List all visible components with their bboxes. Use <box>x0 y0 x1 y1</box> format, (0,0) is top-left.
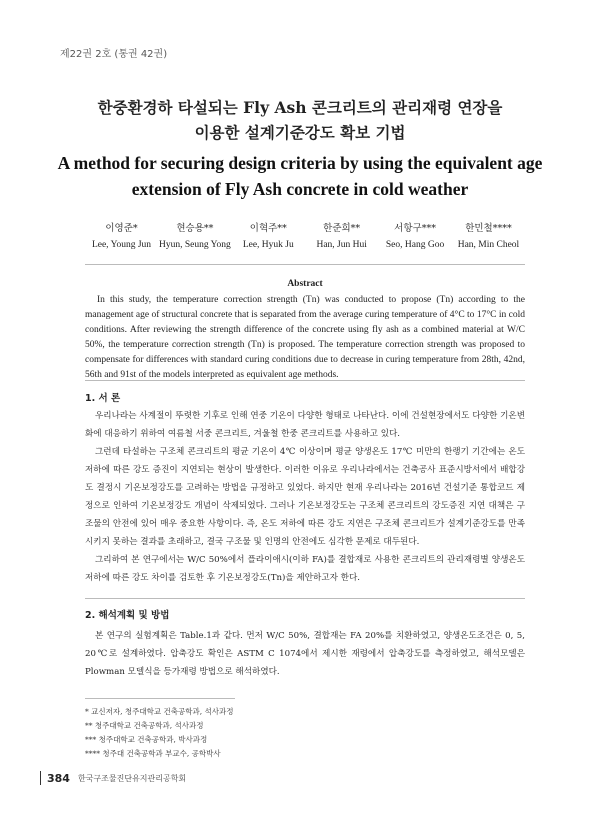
author-divider <box>85 264 525 265</box>
author-kr: 한준희** <box>323 223 361 234</box>
english-title <box>40 150 560 202</box>
section-2-body <box>85 627 525 681</box>
author-en: Seo, Hang Goo <box>385 240 445 250</box>
paragraph: 그런데 타설하는 구조체 콘크리트의 평균 기온이 4℃ 이상이며 평균 양생온도 17℃ 미만의 한랭기 기간에는 온도 저하에 따른 강도 증진이 지연되는 현상이 발생한다. 이러한 이유로 우리나라에서는 건축공사 표준시방서에서 배합강도 결정시 기온보정강도를 고려하는 방법을 규정하고 있었다. 하지만 현재 우리나라는 2016년 건설기준 통합코드 제정으로 인하여 기온보정강도 개념이 삭제되었다. 그러나 기온보정강도는 구조체 콘크리트의 강도증진 지연 대책은 구조물의 안전에 있어 매우 중요한 사항이다. 즉, 온도 저하에 따른 강도 지연은 구조체 콘크리트가 설계기준강도를 만족시키지 못하는 결과를 초래하고, 결국 구조물 및 인명의 안전에도 심각한 문제로 대두된다. <box>85 447 525 547</box>
abstract-heading: Abstract <box>287 279 323 289</box>
footnote: *** 청주대학교 건축공학과, 박사과정 <box>85 735 208 744</box>
issue-header: 제22권 2호 (통권 42권) <box>60 49 168 60</box>
author-en: Lee, Young Jun <box>91 240 152 250</box>
page-footer <box>40 771 186 785</box>
abstract-divider <box>85 380 525 381</box>
footer-bar <box>40 771 41 785</box>
author-en: Han, Min Cheol <box>457 240 520 250</box>
page-number: 384 <box>47 771 70 785</box>
footnotes <box>85 705 233 761</box>
footnote: * 교신저자, 청주대학교 건축공학과, 석사과정 <box>85 707 234 716</box>
section-1-heading: 1. 서 론 <box>85 393 121 404</box>
section-1-body <box>85 407 525 587</box>
section-2-heading: 2. 해석계획 및 방법 <box>85 610 170 621</box>
author-en: Lee, Hyuk Ju <box>242 240 294 250</box>
author-en: Hyun, Seung Yong <box>158 240 231 250</box>
english-title-line2: extension of Fly Ash concrete in cold weather <box>131 179 469 199</box>
korean-title-line2: 이용한 설계기준강도 확보 기법 <box>194 123 406 142</box>
paragraph: 그리하여 본 연구에서는 W/C 50%에서 플라이애시(이하 FA)를 결합재로 사용한 콘크리트의 관리재령별 양생온도 저하에 따른 강도 차이를 검토한 후 기온보정강도(Tn)을 제안하고자 한다. <box>85 555 525 583</box>
author-kr: 한민철**** <box>465 223 512 234</box>
author-kr: 이영준* <box>105 223 138 234</box>
abstract-text: In this study, the temperature correction strength (Tn) was conducted to propose (Tn) according to the management age of structural concrete that is separated from the average curing temperature of 4°C to 17°C in cold conditions. After reviewing the strength difference of the concrete using fly ash as a combined material at W/C 50%, the temperature correction strength (Tn) is proposed. The temperature correction strength was proposed to compensate for differences with standard curing conditions due to decrease in curing temperature from 28th, 42nd, 56th and 91st of the models interpreted as equivalent age methods. <box>85 295 525 380</box>
footnote: ** 청주대학교 건축공학과, 석사과정 <box>85 721 204 730</box>
footnote-divider <box>85 698 235 699</box>
korean-title-line1: 한중환경하 타설되는 Fly Ash 콘크리트의 관리재령 연장을 <box>97 98 503 117</box>
paragraph: 우리나라는 사계절이 뚜렷한 기후로 인해 연중 기온이 다양한 형태로 나타난다. 이에 건설현장에서도 다양한 기온변화에 대응하기 위하여 여름철 서중 콘크리트, 겨울철 한중 콘크리트를 사용하고 있다. <box>85 411 525 439</box>
english-title-line1: A method for securing design criteria by using the equivalent age <box>57 153 543 173</box>
author-kr: 현승용** <box>176 223 214 234</box>
journal-name: 한국구조물진단유지관리공학회 <box>77 773 187 783</box>
korean-title <box>40 95 560 145</box>
footnote: **** 청주대 건축공학과 부교수, 공학박사 <box>85 749 221 758</box>
author-kr: 이혁주** <box>249 223 287 234</box>
author-names-korean <box>85 220 525 234</box>
author-block <box>85 220 525 250</box>
paragraph: 본 연구의 실험계획은 Table.1과 같다. 먼저 W/C 50%, 결합재는 FA 20%를 치환하였고, 양생온도조건은 0, 5, 20℃로 설계하였다. 압축강도 확인은 ASTM C 1074에서 제시한 재령에서 압축강도를 측정하였고, 해석모델은 Plowman 모델식을 등가재령 방법으로 해석하였다. <box>85 631 525 677</box>
author-names-english <box>85 240 525 250</box>
author-en: Han, Jun Hui <box>316 240 367 250</box>
section-divider <box>85 598 525 599</box>
author-kr: 서항구*** <box>394 223 436 234</box>
